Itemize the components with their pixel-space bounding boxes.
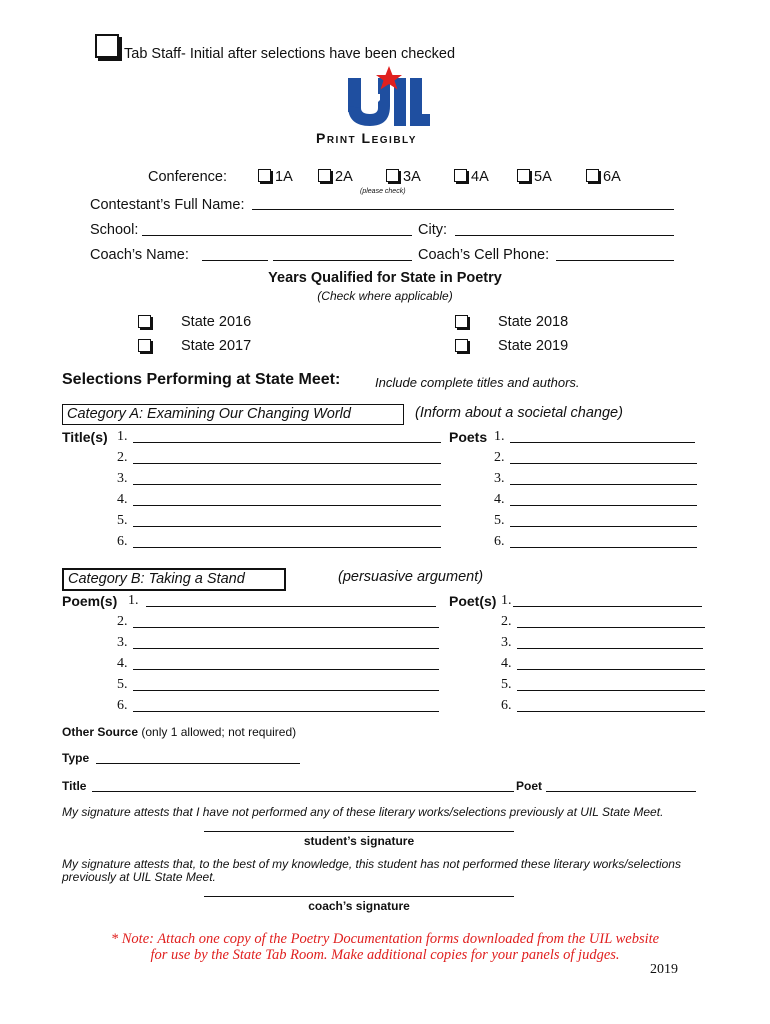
state-2017-label: State 2017 (181, 338, 252, 354)
other-poet-field[interactable] (546, 791, 696, 792)
checkbox-icon[interactable] (454, 169, 467, 182)
cat-b-poet-num-6: 6. (501, 698, 512, 713)
coach-name-field-1[interactable] (202, 260, 268, 261)
cat-a-poet-num-5: 5. (494, 513, 505, 528)
cat-b-poet-field-2[interactable] (517, 627, 705, 628)
state-2019-checkbox[interactable] (455, 338, 468, 356)
student-attest: My signature attests that I have not performed any of these literary works/selections previously at UIL State Meet. (62, 805, 664, 819)
tab-staff-checkbox[interactable] (95, 34, 119, 58)
student-signature-label: student’s signature (303, 834, 415, 848)
other-source-note: (only 1 allowed; not required) (141, 725, 297, 739)
cat-b-poet-num-4: 4. (501, 656, 512, 671)
checkbox-icon[interactable] (258, 169, 271, 182)
cat-a-title-num-3: 3. (117, 471, 128, 486)
cat-a-poet-field-1[interactable] (510, 442, 695, 443)
coach-name-label: Coach’s Name: (90, 247, 189, 263)
conference-label: Conference: (148, 169, 227, 185)
coach-attest-line-1: My signature attests that, to the best of my knowledge, this student has not performed these literary works/selections (62, 857, 681, 871)
cat-b-poem-field-6[interactable] (133, 711, 439, 712)
note-line-2: for use by the State Tab Room. Make additional copies for your panels of judges. (150, 947, 620, 963)
conference-3a[interactable]: 3A (386, 169, 421, 185)
cat-a-title-field-3[interactable] (133, 484, 441, 485)
state-2019-label: State 2019 (498, 338, 569, 354)
cat-a-poet-field-2[interactable] (510, 463, 697, 464)
titles-label: Title(s) (62, 429, 108, 445)
state-2016-checkbox[interactable] (138, 314, 151, 332)
cat-a-poet-num-4: 4. (494, 492, 505, 507)
years-heading: Years Qualified for State in Poetry (268, 270, 502, 286)
cat-a-title-field-2[interactable] (133, 463, 441, 464)
conference-5a[interactable]: 5A (517, 169, 552, 185)
cat-b-poet-num-1: 1. (501, 593, 512, 608)
title-label: Title (62, 779, 87, 793)
poems-label: Poem(s) (62, 593, 118, 609)
print-legibly: Print Legibly (316, 130, 417, 146)
cat-b-poet-num-3: 3. (501, 635, 512, 650)
school-field[interactable] (142, 235, 412, 236)
cat-a-poet-field-6[interactable] (510, 547, 697, 548)
cat-a-title-num-6: 6. (117, 534, 128, 549)
other-source-label: Other Source (62, 725, 139, 739)
checkbox-icon[interactable] (386, 169, 399, 182)
state-2018-checkbox[interactable] (455, 314, 468, 332)
cat-b-poet-field-5[interactable] (517, 690, 705, 691)
cat-a-poet-num-2: 2. (494, 450, 505, 465)
uil-logo (340, 66, 430, 130)
checkbox-icon[interactable] (586, 169, 599, 182)
cat-b-poet-num-2: 2. (501, 614, 512, 629)
cat-b-poem-num-4: 4. (117, 656, 128, 671)
student-signature-field[interactable] (204, 831, 514, 832)
state-2017-checkbox[interactable] (138, 338, 151, 356)
coach-phone-label: Coach’s Cell Phone: (418, 247, 550, 263)
cat-a-poet-field-4[interactable] (510, 505, 697, 506)
poet-s-label: Poet(s) (449, 593, 497, 609)
coach-signature-field[interactable] (204, 896, 514, 897)
category-a-note: (Inform about a societal change) (415, 405, 623, 421)
checkbox-icon[interactable] (138, 339, 151, 352)
checkbox-icon[interactable] (455, 315, 468, 328)
state-2016-label: State 2016 (181, 314, 252, 330)
category-b-note: (persuasive argument) (338, 569, 484, 585)
cat-b-poem-num-1: 1. (128, 593, 139, 608)
city-field[interactable] (455, 235, 674, 236)
coach-phone-field[interactable] (556, 260, 674, 261)
cat-b-poem-num-6: 6. (117, 698, 128, 713)
cat-b-poet-field-3[interactable] (517, 648, 703, 649)
category-a-label: Category A: Examining Our Changing World (62, 404, 404, 425)
cat-a-poet-field-5[interactable] (510, 526, 697, 527)
city-label: City: (418, 222, 447, 238)
conference-4a[interactable]: 4A (454, 169, 489, 185)
conference-1a[interactable]: 1A (258, 169, 293, 185)
cat-a-poet-num-6: 6. (494, 534, 505, 549)
cat-b-poem-num-3: 3. (117, 635, 128, 650)
other-source (62, 725, 296, 739)
cat-b-poet-field-1[interactable] (513, 606, 702, 607)
cat-a-poet-field-3[interactable] (510, 484, 697, 485)
cat-a-title-num-1: 1. (117, 429, 128, 444)
tab-staff-text: Tab Staff- Initial after selections have been checked (124, 46, 456, 62)
cat-b-poet-field-4[interactable] (517, 669, 705, 670)
type-label: Type (62, 751, 90, 765)
cat-b-poem-field-4[interactable] (133, 669, 439, 670)
cat-a-title-field-6[interactable] (133, 547, 441, 548)
cat-a-title-num-2: 2. (117, 450, 128, 465)
cat-b-poem-num-2: 2. (117, 614, 128, 629)
cat-b-poem-num-5: 5. (117, 677, 128, 692)
coach-attest-line-2: previously at UIL State Meet. (62, 870, 216, 884)
state-2018-label: State 2018 (498, 314, 569, 330)
checkbox-icon[interactable] (138, 315, 151, 328)
checkbox-icon[interactable] (318, 169, 331, 182)
cat-b-poem-field-2[interactable] (133, 627, 439, 628)
cat-a-title-num-5: 5. (117, 513, 128, 528)
other-title-field[interactable] (92, 791, 514, 792)
cat-a-poet-num-3: 3. (494, 471, 505, 486)
type-field[interactable] (96, 763, 300, 764)
checkbox-icon[interactable] (455, 339, 468, 352)
selections-heading: Selections Performing at State Meet: (62, 371, 341, 388)
poets-label: Poets (449, 429, 488, 445)
cat-a-title-field-4[interactable] (133, 505, 441, 506)
conference-6a[interactable]: 6A (586, 169, 621, 185)
conference-2a[interactable]: 2A (318, 169, 353, 185)
years-subheading: (Check where applicable) (317, 289, 453, 303)
cat-b-poem-field-3[interactable] (133, 648, 439, 649)
poet-label: Poet (516, 779, 543, 793)
cat-b-poet-field-6[interactable] (517, 711, 705, 712)
coach-name-field-2[interactable] (273, 260, 412, 261)
cat-b-poem-field-5[interactable] (133, 690, 439, 691)
note-line-1: * Note: Attach one copy of the Poetry Documentation forms downloaded from the UIL website (110, 931, 660, 947)
cat-a-title-field-1[interactable] (133, 442, 441, 443)
coach-signature-label: coach’s signature (308, 899, 410, 913)
school-label: School: (90, 222, 139, 238)
contestant-name-field[interactable] (252, 209, 674, 210)
cat-b-poet-num-5: 5. (501, 677, 512, 692)
cat-a-poet-num-1: 1. (494, 429, 505, 444)
selections-subheading: Include complete titles and authors. (375, 375, 580, 390)
please-check: (please check) (360, 188, 406, 195)
year-footer: 2019 (650, 962, 678, 977)
cat-b-poem-field-1[interactable] (146, 606, 436, 607)
checkbox-icon[interactable] (517, 169, 530, 182)
cat-a-title-num-4: 4. (117, 492, 128, 507)
category-b-label: Category B: Taking a Stand (62, 568, 286, 591)
cat-a-title-field-5[interactable] (133, 526, 441, 527)
contestant-label: Contestant’s Full Name: (90, 197, 245, 213)
